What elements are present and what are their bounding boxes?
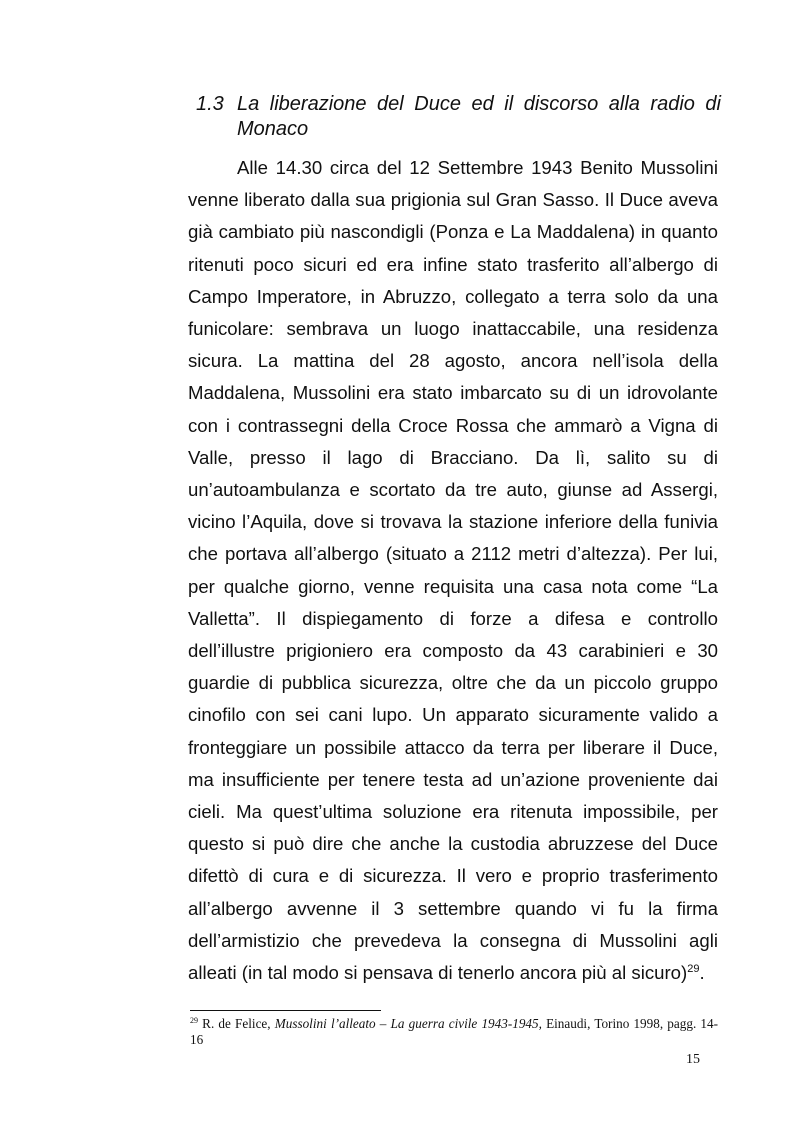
body-paragraph-text: Alle 14.30 circa del 12 Settembre 1943 Benito Mussolini venne liberato dalla sua prigionia sul Gran Sasso. Il Duce aveva già cambiato più nascondigli (Ponza e La Maddalena) in quanto ritenuti poco sicuri ed era infine stato trasferito all’albergo di Campo Imperatore, in Abruzzo, collegato a terra solo da una funicolare: sembrava un luogo inattaccabile, una residenza sicura. La mattina del 28 agosto, ancora nell’isola della Maddalena, Mussolini era stato imbarcato su di un idrovolante con i contrassegni della Croce Rossa che ammarò a Vigna di Valle, presso il lago di Bracciano. Da lì, salito su di un’autoambulanza e scortato da tre auto, giunse ad Assergi, vicino l’Aquila, dove si trovava la stazione inferiore della funivia che portava all’albergo (situato a 2112 metri d’altezza). Per lui, per qualche giorno, venne requisita una casa nota come “La Valletta”. Il dispiegamento di forze a difesa e controllo dell’illustre prigioniero era composto da 43 carabinieri e 30 guardie di pubblica sicurezza, oltre che da un piccolo gruppo cinofilo con sei cani lupo. Un apparato sicuramente valido a fronteggiare un possibile attacco da terra per liberare il Duce, ma insufficiente per tenere testa ad un’azione proveniente dai cieli. Ma quest’ultima soluzione era ritenuta impossibile, per questo si può dire che anche la custodia abruzzese del Duce difettò di cura e di sicurezza. Il vero e proprio trasferimento all’albergo avvenne il 3 settembre quando vi fu la firma dell’armistizio che prevedeva la consegna di Mussolini agli alleati (in tal modo si pensava di tenerlo ancora più al sicuro) [188, 157, 718, 984]
footnote-separator [190, 1010, 381, 1011]
paragraph-end-punctuation: . [699, 962, 705, 984]
footnote-book-title: Mussolini l’alleato – La guerra civile 1943-1945, [274, 1016, 542, 1031]
page-number: 15 [686, 1052, 700, 1067]
footnote-reference: 29 [687, 963, 700, 976]
footnote-marker: 29 [190, 1016, 198, 1025]
section-heading [196, 92, 721, 142]
section-number: 1.3 [196, 93, 224, 115]
body-paragraph [188, 152, 718, 989]
footnote [190, 1016, 718, 1048]
footnote-author: R. de Felice, [202, 1016, 271, 1031]
section-title: La liberazione del Duce ed il discorso alla radio di Monaco [237, 93, 721, 140]
footnote-details: Einaudi, Torino 1998, pagg. 14-16 [190, 1016, 718, 1047]
